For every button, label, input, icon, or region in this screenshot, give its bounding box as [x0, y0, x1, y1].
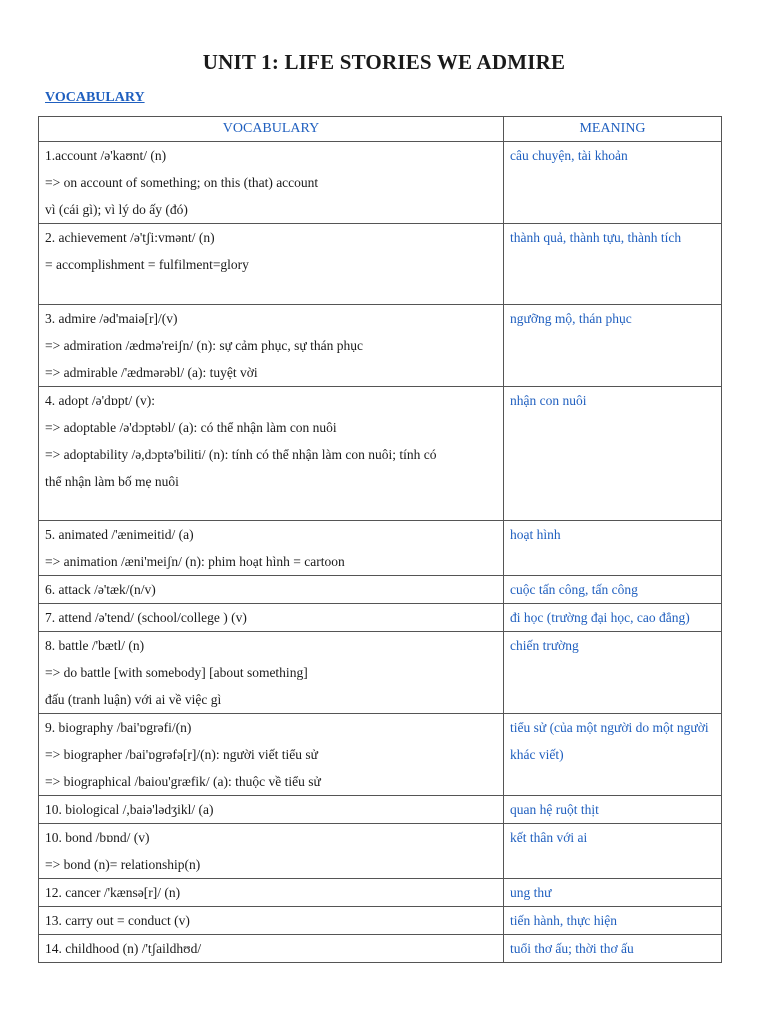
vocabulary-line: => adoptable /ə'dɔptəbl/ (a): có thể nhận làm con nuôi — [45, 420, 337, 435]
section-heading: VOCABULARY — [45, 90, 145, 105]
meaning-text: chiến trường — [510, 638, 579, 653]
meaning-cell — [504, 796, 722, 824]
meaning-cell — [504, 935, 722, 963]
vocabulary-cell — [39, 521, 504, 576]
vocabulary-line: => do battle [with somebody] [about something] — [45, 665, 308, 680]
vocabulary-line: => adoptability /ə,dɔptə'biliti/ (n): tính có thể nhận làm con nuôi; tính có — [45, 447, 437, 462]
meaning-text: tiểu sử (của một người do một người khác viết) — [510, 720, 709, 762]
header-vocabulary: VOCABULARY — [39, 117, 504, 142]
vocabulary-line: 2. achievement /ə'tʃi:vmənt/ (n) — [45, 230, 215, 245]
meaning-cell — [504, 521, 722, 576]
meaning-cell — [504, 142, 722, 224]
page-title: UNIT 1: LIFE STORIES WE ADMIRE — [202, 50, 566, 74]
vocabulary-line: 7. attend /ə'tend/ (school/college ) (v) — [45, 610, 247, 625]
vocabulary-line: 6. attack /ə'tæk/(n/v) — [45, 582, 156, 597]
vocabulary-line: 4. adopt /ə'dɒpt/ (v): — [45, 393, 155, 408]
vocabulary-line: => biographical /baiou'græfik/ (a): thuộc về tiểu sử — [45, 774, 321, 789]
table-row — [39, 907, 722, 935]
vocabulary-cell — [39, 305, 504, 387]
table-body — [39, 142, 722, 963]
meaning-cell — [504, 576, 722, 604]
table-row — [39, 714, 722, 796]
meaning-text: ngưỡng mộ, thán phục — [510, 311, 632, 326]
vocabulary-line: => animation /æni'meiʃn/ (n): phim hoạt hình = cartoon — [45, 554, 345, 569]
meaning-cell — [504, 387, 722, 521]
vocabulary-cell — [39, 714, 504, 796]
vocabulary-cell — [39, 935, 504, 963]
vocabulary-line: = accomplishment = fulfilment=glory — [45, 257, 249, 272]
vocabulary-cell — [39, 632, 504, 714]
table-row — [39, 224, 722, 305]
meaning-cell — [504, 604, 722, 632]
meaning-text: câu chuyện, tài khoản — [510, 148, 628, 163]
vocabulary-line: 14. childhood (n) /'tʃaildhʊd/ — [45, 941, 202, 956]
meaning-cell — [504, 224, 722, 305]
vocabulary-line: thể nhận làm bố mẹ nuôi — [45, 474, 179, 489]
vocabulary-cell — [39, 796, 504, 824]
table-row — [39, 305, 722, 387]
meaning-cell — [504, 907, 722, 935]
meaning-text: nhận con nuôi — [510, 393, 587, 408]
table-row — [39, 604, 722, 632]
table-row — [39, 935, 722, 963]
table-row — [39, 824, 722, 879]
table-row — [39, 576, 722, 604]
vocabulary-line: 10. biological /,baiə'lədʒikl/ (a) — [45, 802, 214, 817]
vocabulary-cell — [39, 879, 504, 907]
vocabulary-cell — [39, 576, 504, 604]
meaning-text: ung thư — [510, 885, 552, 900]
meaning-text: cuộc tấn công, tấn công — [510, 582, 638, 597]
table-row — [39, 142, 722, 224]
meaning-text: kết thân với ai — [510, 830, 588, 845]
table-row — [39, 387, 722, 521]
vocabulary-table — [38, 116, 722, 963]
table-row — [39, 879, 722, 907]
vocabulary-line: đấu (tranh luận) với ai về việc gì — [45, 692, 222, 707]
vocabulary-line: 3. admire /əd'maiə[r]/(v) — [45, 311, 178, 326]
vocabulary-line: 10. bond /bɒnd/ (v) — [45, 830, 150, 845]
table-row — [39, 632, 722, 714]
vocabulary-cell — [39, 224, 504, 305]
header-meaning: MEANING — [504, 117, 722, 142]
meaning-text: hoạt hình — [510, 527, 561, 542]
vocabulary-line: => on account of something; on this (that) account — [45, 175, 319, 190]
vocabulary-line: => bond (n)= relationship(n) — [45, 857, 201, 872]
vocabulary-cell — [39, 142, 504, 224]
vocabulary-cell — [39, 604, 504, 632]
vocabulary-line: 12. cancer /'kænsə[r]/ (n) — [45, 885, 181, 900]
meaning-text: tiến hành, thực hiện — [510, 913, 618, 928]
vocabulary-line: 8. battle /'bætl/ (n) — [45, 638, 145, 653]
vocabulary-cell — [39, 907, 504, 935]
vocabulary-line: 13. carry out = conduct (v) — [45, 913, 190, 928]
vocabulary-line: => biographer /bai'ɒgrəfə[r]/(n): người viết tiểu sử — [45, 747, 318, 762]
vocabulary-line: 1.account /ə'kaʊnt/ (n) — [45, 148, 167, 163]
vocabulary-cell — [39, 387, 504, 521]
meaning-cell — [504, 879, 722, 907]
meaning-text: thành quả, thành tựu, thành tích — [510, 230, 682, 245]
table-header-row — [39, 117, 722, 142]
vocabulary-line: 9. biography /bai'ɒgrəfi/(n) — [45, 720, 192, 735]
table-row — [39, 521, 722, 576]
vocabulary-line: vì (cái gì); vì lý do ấy (đó) — [45, 202, 188, 217]
vocabulary-line: 5. animated /'ænimeitid/ (a) — [45, 527, 194, 542]
meaning-cell — [504, 824, 722, 879]
meaning-text: đi học (trường đại học, cao đẳng) — [510, 610, 690, 625]
meaning-cell — [504, 632, 722, 714]
meaning-cell — [504, 714, 722, 796]
meaning-text: quan hệ ruột thịt — [510, 802, 599, 817]
vocabulary-line: => admiration /ædmə'reiʃn/ (n): sự cảm phục, sự thán phục — [45, 338, 363, 353]
vocabulary-line: => admirable /'ædmərəbl/ (a): tuyệt vời — [45, 365, 258, 380]
meaning-cell — [504, 305, 722, 387]
table-row — [39, 796, 722, 824]
meaning-text: tuổi thơ ấu; thời thơ ấu — [510, 941, 634, 956]
vocabulary-cell — [39, 824, 504, 879]
